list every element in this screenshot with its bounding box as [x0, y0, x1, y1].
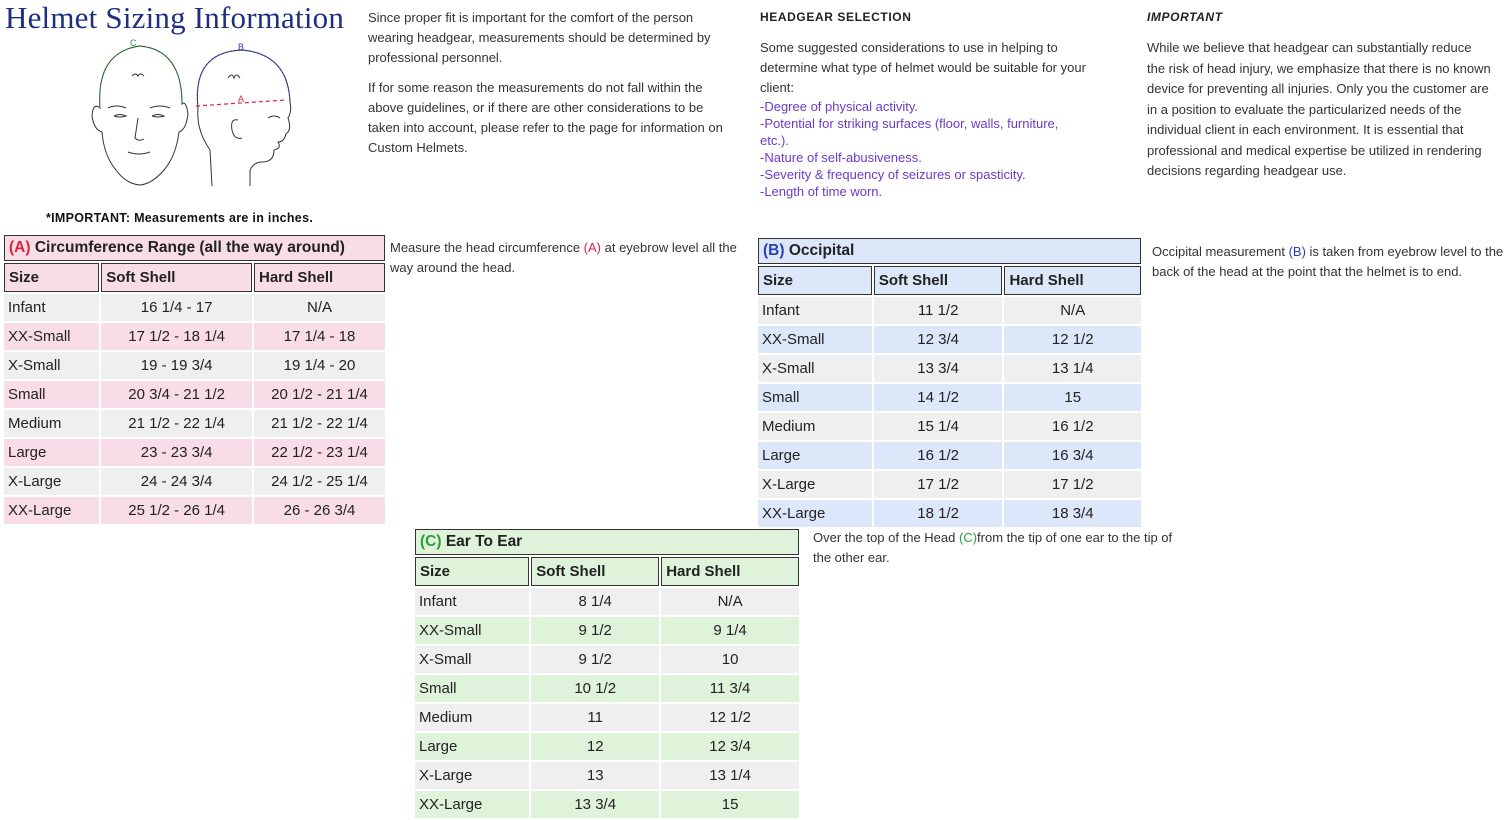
diagram-label-b: B [238, 42, 245, 52]
soft-shell-cell: 19 - 19 3/4 [101, 352, 252, 379]
soft-shell-cell: 9 1/2 [531, 617, 659, 644]
table-c-wrapper [413, 527, 801, 820]
table-row [758, 355, 1141, 382]
page-title: Helmet Sizing Information [5, 0, 345, 35]
desc-a-text: Measure the head circumference [390, 240, 584, 255]
table-row [415, 617, 799, 644]
diagram-label-c: C [130, 38, 137, 48]
column-header: Hard Shell [1004, 266, 1141, 295]
hard-shell-cell: 26 - 26 3/4 [254, 497, 385, 524]
hard-shell-cell: 24 1/2 - 25 1/4 [254, 468, 385, 495]
headgear-consideration-item: -Nature of self-abusiveness. [760, 150, 922, 165]
table-row [415, 762, 799, 789]
hard-shell-cell: N/A [661, 588, 799, 615]
soft-shell-cell: 20 3/4 - 21 1/2 [101, 381, 252, 408]
size-cell: Small [758, 384, 872, 411]
table-row [415, 646, 799, 673]
headgear-consideration-item: -Length of time worn. [760, 184, 883, 199]
hard-shell-cell: 10 [661, 646, 799, 673]
soft-shell-cell: 12 3/4 [874, 326, 1003, 353]
important-section [1147, 10, 1492, 182]
size-cell: Small [4, 381, 99, 408]
table-title-letter: (A) [9, 239, 31, 256]
table-c-description [813, 528, 1173, 568]
desc-a-text-end: at eyebrow level all the way around the head. [390, 240, 737, 275]
column-header: Soft Shell [531, 557, 659, 586]
side-head-drawing [196, 50, 291, 186]
table-title [4, 235, 385, 261]
size-cell: XX-Small [758, 326, 872, 353]
soft-shell-cell: 8 1/4 [531, 588, 659, 615]
table-row [415, 791, 799, 818]
occipital-table [756, 236, 1143, 529]
soft-shell-cell: 17 1/2 - 18 1/4 [101, 323, 252, 350]
size-cell: XX-Small [4, 323, 99, 350]
table-row [4, 468, 385, 495]
hard-shell-cell: 16 1/2 [1004, 413, 1141, 440]
size-cell: Large [415, 733, 529, 760]
hard-shell-cell: N/A [1004, 297, 1141, 324]
desc-b-letter: (B) [1288, 244, 1306, 259]
table-b-wrapper [756, 236, 1143, 529]
hard-shell-cell: N/A [254, 294, 385, 321]
soft-shell-cell: 11 [531, 704, 659, 731]
soft-shell-cell: 9 1/2 [531, 646, 659, 673]
desc-b-text-end: is taken from eyebrow level to the back of the head at the point that the helmet is to end. [1152, 244, 1504, 279]
table-row [4, 294, 385, 321]
table-b-description [1152, 242, 1505, 282]
measurement-units-note: *IMPORTANT: Measurements are in inches. [46, 211, 314, 225]
table-title [758, 238, 1141, 264]
headgear-heading: HEADGEAR SELECTION [760, 10, 912, 24]
table-title [415, 529, 799, 555]
soft-shell-cell: 12 [531, 733, 659, 760]
headgear-consideration-item: -Degree of physical activity. [760, 99, 918, 114]
hard-shell-cell: 16 3/4 [1004, 442, 1141, 469]
table-row [4, 439, 385, 466]
size-cell: Large [758, 442, 872, 469]
size-cell: XX-Large [758, 500, 872, 527]
soft-shell-cell: 15 1/4 [874, 413, 1003, 440]
soft-shell-cell: 13 3/4 [531, 791, 659, 818]
table-title-letter: (C) [420, 533, 442, 550]
circumference-table [2, 233, 387, 526]
size-cell: Infant [758, 297, 872, 324]
table-title-text: Ear To Ear [441, 533, 523, 550]
size-cell: Medium [415, 704, 529, 731]
hard-shell-cell: 15 [661, 791, 799, 818]
soft-shell-cell: 18 1/2 [874, 500, 1003, 527]
soft-shell-cell: 21 1/2 - 22 1/4 [101, 410, 252, 437]
column-header: Size [758, 266, 872, 295]
size-cell: X-Large [758, 471, 872, 498]
table-row [415, 704, 799, 731]
intro-paragraph-2: If for some reason the measurements do not fall within the above guidelines, or if there are other considerations to be taken into account, please refer to the page for information on Custom Helmets. [368, 80, 723, 155]
headgear-consideration-item: -Severity & frequency of seizures or spasticity. [760, 167, 1026, 182]
hard-shell-cell: 19 1/4 - 20 [254, 352, 385, 379]
size-cell: XX-Large [415, 791, 529, 818]
size-cell: Large [4, 439, 99, 466]
hard-shell-cell: 21 1/2 - 22 1/4 [254, 410, 385, 437]
soft-shell-cell: 13 3/4 [874, 355, 1003, 382]
soft-shell-cell: 23 - 23 3/4 [101, 439, 252, 466]
column-header: Hard Shell [661, 557, 799, 586]
headgear-text: Some suggested considerations to use in helping to determine what type of helmet would be suitable for your client: [760, 40, 1086, 95]
table-row [758, 471, 1141, 498]
hard-shell-cell: 12 1/2 [1004, 326, 1141, 353]
hard-shell-cell: 13 1/4 [1004, 355, 1141, 382]
important-heading: IMPORTANT [1147, 10, 1223, 24]
soft-shell-cell: 13 [531, 762, 659, 789]
hard-shell-cell: 13 1/4 [661, 762, 799, 789]
soft-shell-cell: 25 1/2 - 26 1/4 [101, 497, 252, 524]
important-text: While we believe that headgear can substantially reduce the risk of head injury, we emphasize that there is no known device for preventing all injuries. Only you the customer are in a position to evaluate the particularized needs of the individual client in each environment. It is essential that professional and medical expertise be utilized in rendering decisions regarding headgear use. [1147, 40, 1491, 178]
size-cell: Small [415, 675, 529, 702]
soft-shell-cell: 16 1/2 [874, 442, 1003, 469]
desc-c-text-end: from the tip of one ear to the tip of the other ear. [813, 530, 1173, 565]
table-row [758, 413, 1141, 440]
front-head-drawing [92, 46, 188, 185]
table-row [415, 675, 799, 702]
size-cell: XX-Small [415, 617, 529, 644]
hard-shell-cell: 12 3/4 [661, 733, 799, 760]
soft-shell-cell: 11 1/2 [874, 297, 1003, 324]
hard-shell-cell: 9 1/4 [661, 617, 799, 644]
intro-text [368, 8, 728, 168]
table-a-description [390, 238, 740, 278]
table-row [758, 326, 1141, 353]
table-row [4, 352, 385, 379]
size-cell: Medium [4, 410, 99, 437]
hard-shell-cell: 11 3/4 [661, 675, 799, 702]
table-title-text: Circumference Range (all the way around) [30, 239, 345, 256]
table-row [758, 384, 1141, 411]
table-row [415, 588, 799, 615]
headgear-selection-section [760, 10, 1110, 200]
table-row [4, 410, 385, 437]
diagram-label-a: A [238, 94, 245, 104]
desc-c-text: Over the top of the Head [813, 530, 959, 545]
table-row [415, 733, 799, 760]
table-title-text: Occipital [784, 242, 855, 259]
column-header: Size [4, 263, 99, 292]
hard-shell-cell: 20 1/2 - 21 1/4 [254, 381, 385, 408]
soft-shell-cell: 17 1/2 [874, 471, 1003, 498]
table-row [758, 442, 1141, 469]
size-cell: X-Small [4, 352, 99, 379]
table-title-letter: (B) [763, 242, 785, 259]
hard-shell-cell: 12 1/2 [661, 704, 799, 731]
size-cell: Medium [758, 413, 872, 440]
hard-shell-cell: 15 [1004, 384, 1141, 411]
size-cell: X-Large [4, 468, 99, 495]
table-row [4, 323, 385, 350]
table-a-wrapper [2, 233, 387, 526]
column-header: Hard Shell [254, 263, 385, 292]
table-row [758, 297, 1141, 324]
head-measurement-diagram [78, 38, 300, 190]
size-cell: Infant [415, 588, 529, 615]
headgear-considerations-list [760, 98, 1110, 200]
table-row [4, 381, 385, 408]
size-cell: X-Small [415, 646, 529, 673]
soft-shell-cell: 14 1/2 [874, 384, 1003, 411]
hard-shell-cell: 22 1/2 - 23 1/4 [254, 439, 385, 466]
hard-shell-cell: 18 3/4 [1004, 500, 1141, 527]
ear-to-ear-table [413, 527, 801, 820]
desc-b-text: Occipital measurement [1152, 244, 1289, 259]
size-cell: Infant [4, 294, 99, 321]
column-header: Soft Shell [874, 266, 1003, 295]
soft-shell-cell: 16 1/4 - 17 [101, 294, 252, 321]
size-cell: X-Large [415, 762, 529, 789]
hard-shell-cell: 17 1/4 - 18 [254, 323, 385, 350]
soft-shell-cell: 24 - 24 3/4 [101, 468, 252, 495]
soft-shell-cell: 10 1/2 [531, 675, 659, 702]
table-row [4, 497, 385, 524]
size-cell: X-Small [758, 355, 872, 382]
size-cell: XX-Large [4, 497, 99, 524]
desc-a-letter: (A) [583, 240, 601, 255]
headgear-consideration-item: -Potential for striking surfaces (floor, walls, furniture, etc.). [760, 116, 1059, 148]
table-row [758, 500, 1141, 527]
intro-paragraph-1: Since proper fit is important for the comfort of the person wearing headgear, measurements should be determined by professional personnel. [368, 10, 711, 65]
desc-c-letter: (C) [958, 530, 978, 545]
column-header: Size [415, 557, 529, 586]
hard-shell-cell: 17 1/2 [1004, 471, 1141, 498]
column-header: Soft Shell [101, 263, 252, 292]
